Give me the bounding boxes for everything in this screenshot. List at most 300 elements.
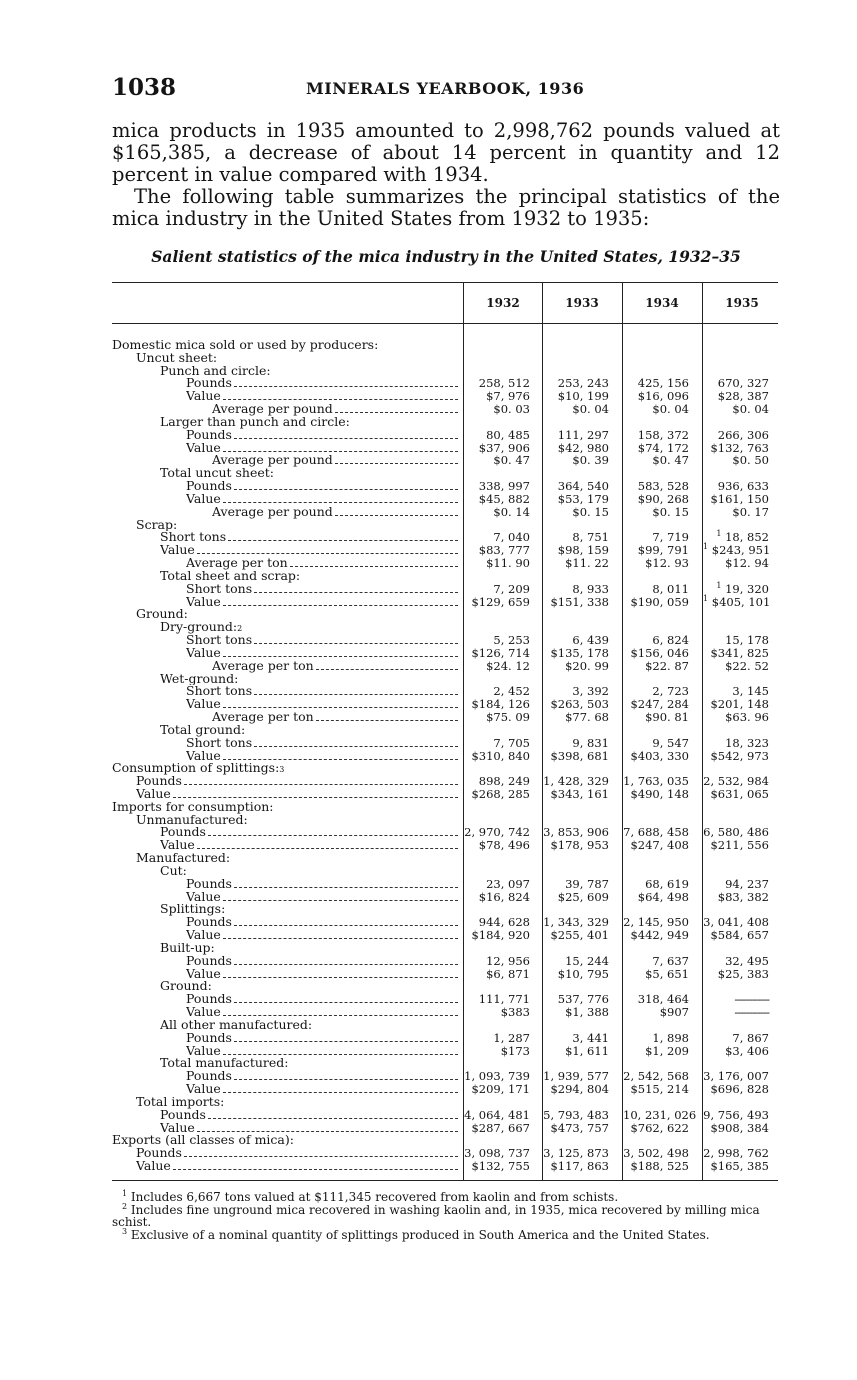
- cell-value: 364, 540: [557, 479, 609, 494]
- cell-value: $287, 667: [471, 1120, 530, 1135]
- footnote-mark: 1: [122, 1189, 128, 1198]
- row-label-text: Value: [186, 749, 221, 763]
- cell-value: 1, 343, 329: [543, 915, 609, 930]
- cell-value: $490, 148: [630, 786, 689, 801]
- cell-1934: [623, 788, 689, 801]
- cell-value: $631, 065: [710, 786, 769, 801]
- dot-leader: [223, 699, 458, 708]
- cell-value: $25, 609: [557, 889, 609, 904]
- cell-1934: [623, 403, 689, 416]
- row-label: [186, 493, 458, 506]
- cell-1935: [703, 891, 769, 904]
- row-label: [136, 852, 458, 865]
- cell-value: 7, 688, 458: [623, 825, 689, 840]
- dot-leader: [290, 558, 458, 567]
- cell-value: $77. 68: [565, 710, 609, 725]
- row-label: [186, 750, 458, 763]
- row-label-text: Pounds: [160, 826, 206, 840]
- cell-1932: [464, 403, 530, 416]
- cell-value: $83, 382: [717, 889, 769, 904]
- cell-value: 1, 939, 577: [543, 1069, 609, 1084]
- cell-1932: [464, 1160, 530, 1173]
- table-row: [112, 339, 778, 352]
- cell-value: $78, 496: [478, 838, 530, 853]
- row-label: [186, 929, 458, 942]
- cell-value: $161, 150: [710, 491, 769, 506]
- cell-1932: [464, 788, 530, 801]
- row-label-text: Larger than punch and circle:: [160, 415, 350, 429]
- cell-1932: [464, 454, 530, 467]
- cell-value: 10, 231, 026: [623, 1107, 697, 1122]
- cell-1935: [703, 929, 769, 942]
- cell-value: $5, 651: [645, 966, 689, 981]
- dot-leader: [254, 738, 458, 747]
- cell-value: 6, 824: [652, 633, 689, 648]
- cell-1935: [703, 454, 769, 467]
- cell-value: 1, 763, 035: [623, 774, 689, 789]
- row-label: [212, 506, 458, 519]
- row-label: [160, 467, 458, 480]
- cell-value: $20. 99: [565, 658, 609, 673]
- cell-value: 670, 327: [717, 376, 769, 391]
- cell-1934: [623, 1045, 689, 1058]
- row-label: [212, 403, 458, 416]
- row-label: [186, 1083, 458, 1096]
- cell-value: $696, 828: [710, 1082, 769, 1097]
- cell-value: $184, 126: [471, 697, 530, 712]
- row-label: [186, 480, 458, 493]
- cell-value: 111, 297: [557, 427, 609, 442]
- dot-leader: [184, 1148, 458, 1157]
- cell-1932: [464, 1122, 530, 1135]
- row-label-text: Dry-ground:: [160, 621, 238, 635]
- row-label: [160, 980, 458, 993]
- dot-leader: [223, 597, 458, 606]
- cell-value: $178, 953: [550, 838, 609, 853]
- cell-value: $0. 04: [732, 402, 769, 417]
- cell-value: $173: [500, 1043, 530, 1058]
- row-label-text: Value: [186, 441, 221, 455]
- cell-value: $209, 171: [471, 1082, 530, 1097]
- row-label-text: Value: [186, 646, 221, 660]
- row-label: [186, 968, 458, 981]
- cell-value: $0. 50: [732, 453, 769, 468]
- cell-value: $42, 980: [557, 440, 609, 455]
- dot-leader: [234, 956, 458, 965]
- row-label: [212, 454, 458, 467]
- row-label: [136, 1160, 458, 1173]
- row-label: [160, 724, 458, 737]
- dot-leader: [335, 404, 458, 413]
- row-label: [212, 711, 458, 724]
- row-label-text: Value: [186, 595, 221, 609]
- row-label-text: Manufactured:: [136, 852, 231, 865]
- cell-1935: [703, 403, 769, 416]
- row-label-text: All other manufactured:: [160, 1018, 313, 1032]
- row-label-text: Pounds: [186, 954, 232, 968]
- footnote-text: Exclusive of a nominal quantity of splittings produced in South America and the United States.: [130, 1227, 710, 1242]
- cell-value: 3, 176, 007: [703, 1069, 769, 1084]
- row-label: [186, 1045, 458, 1058]
- cell-1935: [703, 660, 769, 673]
- cell-value: $0. 15: [572, 504, 609, 519]
- row-label: [160, 839, 458, 852]
- row-label: [186, 993, 458, 1006]
- cell-value: $0. 03: [493, 402, 530, 417]
- row-label: [160, 942, 458, 955]
- cell-value: $211, 556: [710, 838, 769, 853]
- dot-leader: [316, 661, 458, 670]
- cell-value: $99, 791: [637, 543, 689, 558]
- cell-1932: [464, 506, 530, 519]
- row-label: [112, 339, 458, 352]
- row-label-text: Uncut sheet:: [136, 351, 218, 365]
- cell-value: 7, 705: [493, 735, 530, 750]
- cell-value: 12, 956: [486, 953, 530, 968]
- dot-leader: [234, 378, 458, 387]
- cell-value: $98, 159: [557, 543, 609, 558]
- cell-1934: [623, 1006, 689, 1019]
- footnotes: [112, 1191, 778, 1241]
- cell-value: $515, 214: [630, 1082, 689, 1097]
- row-label-text: Pounds: [186, 1031, 232, 1045]
- dot-leader: [228, 532, 458, 541]
- row-label: [136, 814, 458, 827]
- footnote-mark: 2: [122, 1201, 128, 1211]
- cell-1933: [543, 750, 609, 763]
- cell-value: $74, 172: [637, 440, 689, 455]
- row-label: [136, 608, 458, 621]
- cell-1932: [464, 968, 530, 981]
- cell-value: 7, 867: [732, 1030, 769, 1045]
- row-label-text: Built-up:: [160, 941, 215, 955]
- cell-value: 19, 320: [725, 581, 769, 596]
- row-label-text: Total imports:: [136, 1095, 225, 1109]
- cell-value: 5, 253: [493, 633, 530, 648]
- cell-value: 2, 452: [493, 684, 530, 699]
- cell-1933: [543, 1160, 609, 1173]
- row-label: [186, 1070, 458, 1083]
- row-label: [136, 775, 458, 788]
- cell-value: $126, 714: [471, 645, 530, 660]
- cell-value: 4, 064, 481: [464, 1107, 530, 1122]
- table-header-rule: [112, 323, 778, 324]
- row-label-text: Value: [186, 929, 221, 942]
- row-label: [136, 519, 458, 532]
- cell-value: 32, 495: [725, 953, 769, 968]
- cell-value: $11. 90: [486, 556, 530, 571]
- table-row: [112, 1083, 778, 1096]
- row-label-text: Punch and circle:: [160, 364, 271, 378]
- footnote-reference: 1: [703, 593, 709, 603]
- footnote-mark: 3: [122, 1226, 128, 1236]
- cell-value: 94, 237: [725, 876, 769, 891]
- cell-value: $151, 338: [550, 594, 609, 609]
- cell-value: $542, 973: [710, 748, 769, 763]
- row-label-text: Average per pound: [212, 403, 333, 416]
- table-row: [112, 839, 778, 852]
- cell-value: $129, 659: [471, 594, 530, 609]
- cell-value: 23, 097: [486, 876, 530, 891]
- row-label-text: Imports for consumption:: [112, 800, 274, 814]
- cell-1934: [623, 968, 689, 981]
- cell-value: $64, 498: [637, 889, 689, 904]
- cell-1935: [703, 711, 769, 724]
- row-label-text: Value: [160, 544, 195, 558]
- cell-value: 3, 041, 408: [703, 915, 769, 930]
- dot-leader: [197, 840, 458, 849]
- cell-value: 80, 485: [486, 427, 530, 442]
- cell-value: 898, 249: [478, 774, 530, 789]
- cell-value: $268, 285: [471, 786, 530, 801]
- cell-value: $0. 47: [493, 453, 530, 468]
- row-label: [186, 737, 458, 750]
- cell-value: 8, 011: [652, 581, 689, 596]
- cell-value: 9, 831: [572, 735, 609, 750]
- cell-value: $3, 406: [725, 1043, 769, 1058]
- row-label-text: Pounds: [186, 428, 232, 442]
- row-label-text: Value: [186, 390, 221, 404]
- cell-1932: [464, 711, 530, 724]
- row-label-text: Value: [186, 967, 221, 981]
- row-label-text: Pounds: [186, 377, 232, 391]
- cell-value: 1, 287: [493, 1030, 530, 1045]
- row-label-text: Total manufactured:: [160, 1057, 289, 1071]
- cell-value: 3, 853, 906: [543, 825, 609, 840]
- cell-value: $383: [500, 1005, 530, 1020]
- row-label: [186, 685, 458, 698]
- cell-value: $0. 04: [572, 402, 609, 417]
- cell-1934: [623, 660, 689, 673]
- cell-value: $190, 059: [630, 594, 689, 609]
- cell-1934: [623, 596, 689, 609]
- cell-1933: [543, 1045, 609, 1058]
- table-row: [112, 929, 778, 942]
- cell-1934: [623, 506, 689, 519]
- cell-1932: [464, 596, 530, 609]
- cell-value: 2, 970, 742: [464, 825, 530, 840]
- dot-leader: [223, 1007, 458, 1016]
- cell-1932: [464, 891, 530, 904]
- cell-value: $45, 882: [478, 491, 530, 506]
- cell-value: 2, 532, 984: [703, 774, 769, 789]
- cell-value: 15, 178: [725, 633, 769, 648]
- cell-value: 9, 756, 493: [703, 1107, 769, 1122]
- cell-value: $28, 387: [717, 389, 769, 404]
- footnote-reference: 1: [716, 529, 722, 539]
- cell-value: $908, 384: [710, 1120, 769, 1135]
- cell-value: $255, 401: [550, 928, 609, 943]
- cell-1932: [464, 1045, 530, 1058]
- row-label-text: Pounds: [160, 1108, 206, 1122]
- row-label: [186, 377, 458, 390]
- row-label: [160, 570, 458, 583]
- cell-value: $90. 81: [645, 710, 689, 725]
- cell-value: 537, 776: [557, 992, 609, 1007]
- row-label-text: Short tons: [186, 685, 253, 699]
- row-label-text: Average per ton: [212, 659, 314, 673]
- table-body: [112, 339, 778, 1173]
- row-label-text: Pounds: [186, 877, 232, 891]
- row-label-text: Pounds: [136, 775, 182, 788]
- row-label-text: Short tons: [186, 634, 253, 647]
- row-label: Dry-ground: 2: [160, 621, 243, 635]
- cell-value: ------------: [734, 1005, 769, 1020]
- cell-1933: [543, 454, 609, 467]
- row-label-text: Value: [136, 1160, 171, 1173]
- row-label: [186, 634, 458, 647]
- footnote: [112, 1201, 778, 1229]
- cell-value: 7, 637: [652, 953, 689, 968]
- cell-1932: [464, 750, 530, 763]
- cell-1932: [464, 929, 530, 942]
- cell-value: $243, 951: [711, 543, 771, 558]
- cell-value: 7, 040: [493, 530, 530, 545]
- cell-value: 1, 428, 329: [543, 774, 609, 789]
- cell-1934: [623, 1122, 689, 1135]
- dot-leader: [223, 930, 458, 939]
- row-label: [160, 865, 458, 878]
- row-label: [186, 1032, 458, 1045]
- cell-value: $37, 906: [478, 440, 530, 455]
- row-label-text: Short tons: [186, 736, 253, 750]
- cell-1933: [543, 891, 609, 904]
- row-label-text: Ground:: [160, 980, 212, 994]
- cell-1933: [543, 403, 609, 416]
- dot-leader: [254, 635, 458, 644]
- running-title: MINERALS YEARBOOK, 1936: [306, 79, 585, 98]
- cell-1935: [703, 1122, 769, 1135]
- footnote-reference: 1: [703, 542, 709, 552]
- cell-value: $473, 757: [550, 1120, 609, 1135]
- row-label-text: Value: [186, 1044, 221, 1058]
- row-label-text: Value: [186, 492, 221, 506]
- dot-leader: [208, 827, 458, 836]
- dot-leader: [254, 686, 458, 695]
- column-header-1933: 1933: [565, 296, 599, 310]
- dot-leader: [234, 430, 458, 439]
- cell-1935: [703, 1006, 769, 1019]
- row-label: [186, 891, 458, 904]
- dot-leader: [223, 1084, 458, 1093]
- row-label: [160, 1057, 458, 1070]
- dot-leader: [223, 443, 458, 452]
- row-label-text: Ground:: [136, 608, 188, 622]
- cell-value: $188, 525: [630, 1159, 689, 1173]
- row-label-text: Value: [186, 1006, 221, 1019]
- cell-value: $6, 871: [486, 966, 530, 981]
- cell-value: $184, 920: [471, 928, 530, 943]
- dot-leader: [208, 1110, 458, 1119]
- row-label: [136, 352, 458, 365]
- row-label: Consumption of splittings: 3: [112, 762, 285, 776]
- row-label-text: Value: [186, 698, 221, 712]
- cell-value: $10, 795: [557, 966, 609, 981]
- cell-1934: [623, 929, 689, 942]
- cell-1934: [623, 750, 689, 763]
- cell-1933: [543, 557, 609, 570]
- table-row: [112, 750, 778, 763]
- cell-value: 8, 751: [572, 530, 609, 545]
- cell-value: 3, 502, 498: [623, 1146, 689, 1161]
- dot-leader: [173, 1161, 458, 1170]
- cell-1933: [543, 929, 609, 942]
- cell-value: $22. 52: [725, 658, 769, 673]
- cell-1932: [464, 1083, 530, 1096]
- dot-leader: [197, 545, 458, 554]
- cell-1933: [543, 839, 609, 852]
- row-label: [186, 583, 458, 596]
- row-label-text: Consumption of splittings:: [112, 762, 280, 776]
- dot-leader: [254, 584, 458, 593]
- row-label: [136, 788, 458, 801]
- dot-leader: [223, 648, 458, 657]
- dot-leader: [223, 391, 458, 400]
- table-row: [112, 557, 778, 570]
- row-label: [160, 1122, 458, 1135]
- cell-value: $1, 209: [645, 1043, 689, 1058]
- table-row: [112, 1006, 778, 1019]
- cell-1933: [543, 968, 609, 981]
- cell-1934: [623, 891, 689, 904]
- table-row: [112, 608, 778, 621]
- cell-value: 6, 439: [572, 633, 609, 648]
- row-label-text: Scrap:: [136, 518, 178, 532]
- row-label-text: Value: [160, 839, 195, 853]
- row-label-text: Unmanufactured:: [136, 813, 248, 827]
- dot-leader: [173, 789, 458, 798]
- row-label-text: Value: [186, 1083, 221, 1096]
- cell-1934: [623, 711, 689, 724]
- cell-1933: [543, 1122, 609, 1135]
- cell-value: 158, 372: [637, 427, 689, 442]
- table-top-rule: [112, 282, 778, 283]
- row-label: [186, 390, 458, 403]
- cell-1933: [543, 660, 609, 673]
- dot-leader: [335, 507, 458, 516]
- cell-value: 3, 098, 737: [464, 1146, 530, 1161]
- cell-value: $83, 777: [478, 543, 530, 558]
- table-row: [112, 506, 778, 519]
- cell-value: $201, 148: [710, 697, 769, 712]
- cell-1935: [703, 839, 769, 852]
- cell-value: 2, 145, 950: [623, 915, 689, 930]
- cell-value: $762, 622: [630, 1120, 689, 1135]
- cell-value: 7, 719: [652, 530, 689, 545]
- row-label: [136, 1096, 458, 1109]
- cell-1935: [703, 1160, 769, 1173]
- table-row: [112, 593, 778, 609]
- table-row: [112, 1160, 778, 1173]
- row-label: [186, 1006, 458, 1019]
- dot-leader: [234, 1071, 458, 1080]
- row-label-text: Exports (all classes of mica):: [112, 1134, 294, 1148]
- row-label: [186, 647, 458, 660]
- table-row: [112, 454, 778, 467]
- cell-value: $294, 804: [550, 1082, 609, 1097]
- cell-value: $24. 12: [486, 658, 530, 673]
- dot-leader: [234, 1033, 458, 1042]
- cell-value: $0. 17: [732, 504, 769, 519]
- cell-value: 9, 547: [652, 735, 689, 750]
- row-label: [160, 903, 458, 916]
- row-label: [186, 557, 458, 570]
- row-label: [186, 878, 458, 891]
- cell-value: 7, 209: [493, 581, 530, 596]
- cell-1934: [623, 1083, 689, 1096]
- table-row: [112, 788, 778, 801]
- dot-leader: [223, 892, 458, 901]
